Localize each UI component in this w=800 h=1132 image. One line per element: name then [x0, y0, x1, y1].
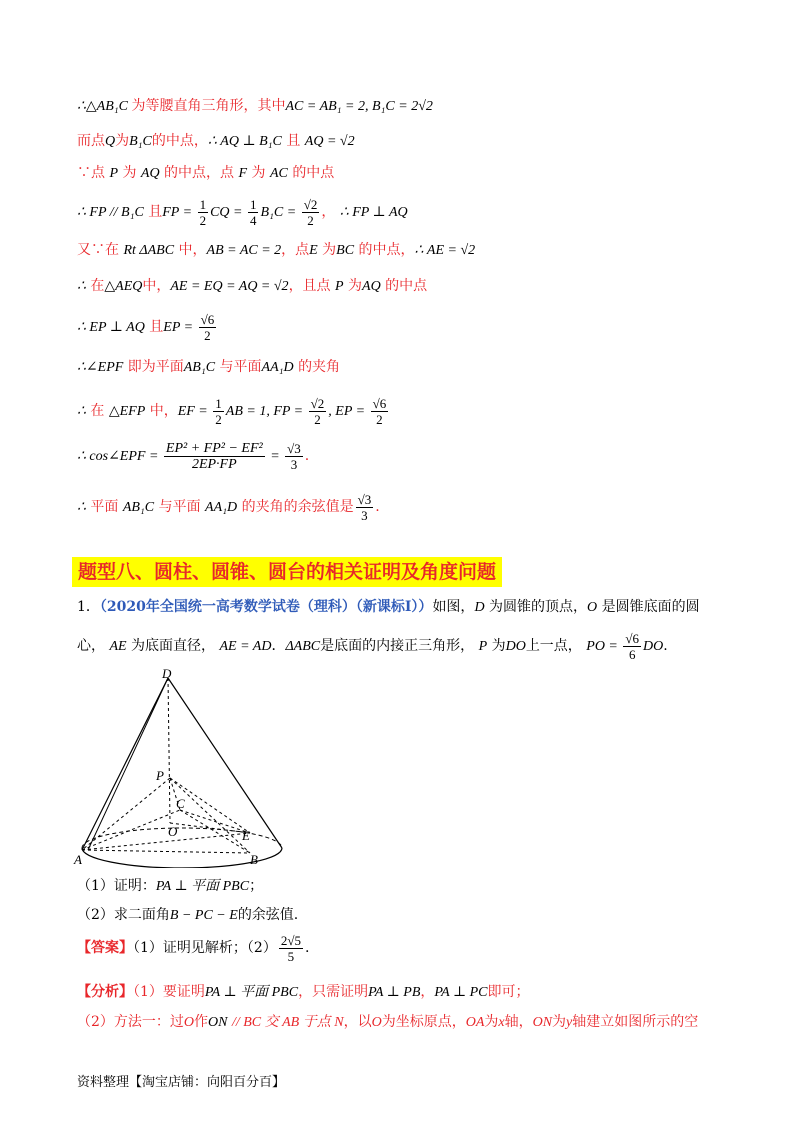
text: 为	[491, 638, 506, 654]
math: x	[498, 1015, 505, 1030]
math: ON	[532, 1015, 553, 1030]
text: 且	[149, 319, 164, 335]
math: AB = 1, FP =	[225, 404, 307, 419]
math: AE = AD	[219, 639, 272, 654]
text: 而点	[77, 133, 105, 149]
fraction: $\frac{√3}{3}$	[287, 440, 301, 472]
fraction: $\frac{√6}{6}$	[625, 630, 640, 662]
text: （2）求二面角	[77, 907, 170, 923]
problem-line-2	[77, 628, 668, 665]
text: 与平面	[158, 499, 201, 515]
math: // BC 交 AB 于点 N	[231, 1015, 344, 1030]
text: 的中点，	[151, 133, 208, 149]
solution-line-11	[77, 489, 380, 526]
math: ∴ FP // B₁C	[77, 205, 144, 220]
text: 为底面直径，	[131, 638, 216, 654]
math: P	[335, 279, 344, 294]
math: D	[474, 600, 485, 615]
text: 如图，	[432, 599, 475, 615]
label-B: B	[250, 852, 258, 867]
text: 的中点，点	[164, 165, 235, 181]
math: AC	[269, 166, 288, 181]
solution-line-4	[77, 194, 408, 231]
math: DO	[505, 639, 526, 654]
fraction: $\frac{1}{2}$	[199, 196, 207, 228]
text: 是圆锥底面的圆	[601, 599, 700, 615]
math: B₁C	[129, 134, 152, 149]
text: .	[304, 448, 310, 464]
math: AB₁C	[122, 500, 155, 515]
math: DO	[643, 639, 664, 654]
math: ∴ FP ⊥ AQ	[339, 205, 408, 220]
math: AA₁D	[261, 360, 294, 375]
text: 轴建立如图所示的空	[572, 1014, 699, 1030]
fraction: $\frac{\text{EP² + FP² − EF²}}{2EP\cdot FP}$	[165, 440, 263, 472]
text: 且	[148, 204, 163, 220]
fraction: $\frac{√3}{3}$	[357, 491, 372, 523]
text: ；	[249, 878, 264, 894]
math: , EP =	[328, 404, 369, 419]
math: CQ =	[210, 205, 246, 220]
solution-line-2	[77, 131, 355, 152]
math: ∴ AE = √2	[414, 243, 476, 258]
text: 的余弦值.	[237, 907, 299, 923]
text: 为等腰直角三角形，其中	[131, 98, 286, 114]
analysis-line-2	[77, 1012, 698, 1033]
text: 为	[251, 165, 266, 181]
math: B₁C =	[260, 205, 300, 220]
math: O	[587, 600, 598, 615]
question-1	[77, 876, 263, 897]
label-P: P	[156, 768, 164, 783]
math: ∴ AQ ⊥ B₁C	[207, 134, 282, 149]
math: PO =	[586, 639, 622, 654]
math: AE	[109, 639, 127, 654]
answer-tag: 【答案】	[77, 940, 133, 956]
solution-line-9	[77, 393, 390, 430]
math: y	[566, 1015, 573, 1030]
text: 平面	[90, 499, 119, 515]
text: 是底面的内接正三角形，	[320, 638, 475, 654]
math: Q	[105, 134, 116, 149]
label-A: A	[74, 852, 82, 867]
text: .	[375, 499, 380, 515]
math: ∴△AB₁C	[77, 99, 132, 114]
analysis-line-1	[77, 982, 530, 1003]
text: 为	[122, 165, 137, 181]
text: 为	[115, 133, 130, 149]
math: AE = EQ = AQ = √2	[170, 279, 289, 294]
math: O	[371, 1015, 382, 1030]
text: 的夹角的余弦值是	[241, 499, 354, 515]
fraction: $\frac{2√5}{5}$	[280, 932, 301, 964]
fraction: $\frac{√2}{2}$	[303, 196, 318, 228]
math: ∴ cos∠EPF =	[77, 449, 162, 464]
math: PA ⊥ 平面 PBC	[155, 879, 250, 894]
problem-source: （2020年全国统一高考数学试卷（理科）（新课标Ⅰ））	[99, 599, 433, 615]
slant-right	[168, 678, 282, 848]
fraction: $\frac{√2}{2}$	[310, 395, 325, 427]
math: ∴	[77, 404, 86, 419]
math: PA ⊥ PB	[368, 985, 421, 1000]
text: ，以	[343, 1014, 372, 1030]
slant-left	[82, 678, 168, 850]
text: 中，	[142, 278, 171, 294]
math: AQ	[362, 279, 381, 294]
math: △EFP	[108, 404, 146, 419]
math: △AEQ	[104, 279, 143, 294]
text: 心，	[77, 638, 105, 654]
solution-line-6	[77, 276, 427, 297]
math: EP =	[163, 320, 197, 335]
math: ∴	[77, 279, 86, 294]
text: 且	[286, 133, 301, 149]
fraction: $\frac{1}{4}$	[249, 196, 257, 228]
math: AQ	[140, 166, 160, 181]
text: 中，	[178, 242, 207, 258]
math: FP =	[162, 205, 196, 220]
problem-line-1	[77, 597, 700, 618]
math: E	[309, 243, 318, 258]
fraction: $\frac{√6}{2}$	[372, 395, 387, 427]
text: （2）方法一：过	[77, 1014, 184, 1030]
label-O: O	[168, 824, 178, 839]
label-E: E	[242, 828, 250, 843]
text: （1）证明：	[77, 878, 156, 894]
text: 的中点	[385, 278, 428, 294]
solution-line-1	[77, 96, 433, 117]
edge-DA	[88, 678, 168, 850]
text: 轴，	[504, 1014, 533, 1030]
text: 的中点	[292, 165, 335, 181]
math: =	[266, 449, 284, 464]
text: 作	[194, 1014, 209, 1030]
label-D: D	[162, 668, 172, 681]
text: ∵点	[77, 165, 105, 181]
text: ，且点	[288, 278, 331, 294]
text: 即可；	[487, 984, 530, 1000]
problem-number: 1．	[77, 599, 100, 615]
text: ，只需证明	[298, 984, 369, 1000]
math: P	[478, 639, 488, 654]
text: （1）证明见解析；（2）	[133, 940, 277, 956]
text: 又∵在	[77, 242, 119, 258]
math: PA ⊥ 平面 PBC	[204, 985, 299, 1000]
math: ON	[208, 1015, 228, 1030]
math: F	[238, 166, 248, 181]
section-heading: 题型八、圆柱、圆锥、圆台的相关证明及角度问题	[72, 557, 502, 587]
cone-figure	[70, 668, 300, 868]
analysis-tag: 【分析】	[77, 984, 133, 1000]
text: 为	[484, 1014, 499, 1030]
solution-line-8	[77, 357, 340, 378]
question-2	[77, 905, 298, 926]
text: 为圆锥的顶点，	[489, 599, 588, 615]
solution-line-5	[77, 240, 475, 261]
math: EF =	[177, 404, 212, 419]
fraction: $\frac{√6}{2}$	[200, 311, 215, 343]
solution-line-3	[77, 163, 334, 184]
text: 上一点，	[525, 638, 582, 654]
text: ，	[420, 984, 435, 1000]
math: P	[109, 166, 119, 181]
text: ．	[271, 638, 286, 654]
text: 的中点，	[358, 242, 415, 258]
math: OA	[465, 1015, 485, 1030]
text: 与平面	[219, 359, 262, 375]
math: BC	[336, 243, 355, 258]
text: 的夹角	[298, 359, 341, 375]
math: ∴ EP ⊥ AQ	[77, 320, 145, 335]
text: 在	[90, 278, 105, 294]
text: 为	[348, 278, 363, 294]
solution-line-7	[77, 309, 218, 346]
math: ΔABC	[285, 639, 321, 654]
math: AB = AC = 2	[206, 243, 282, 258]
text: ，	[321, 204, 336, 220]
math: ∴∠EPF	[77, 360, 124, 375]
text: 为坐标原点，	[381, 1014, 466, 1030]
answer-line	[77, 930, 309, 966]
text: .	[663, 638, 668, 654]
text: .	[304, 940, 310, 956]
math: AC = AB₁ = 2, B₁C = 2√2	[285, 99, 433, 114]
text: 为	[552, 1014, 567, 1030]
text: 为	[322, 242, 337, 258]
text: 在	[90, 403, 105, 419]
page-footer: 资料整理【淘宝店铺：向阳百分百】	[77, 1075, 286, 1090]
math: AB₁C	[183, 360, 216, 375]
text: 即为平面	[127, 359, 184, 375]
text: （1）要证明	[133, 984, 205, 1000]
math: PA ⊥ PC	[434, 985, 488, 1000]
label-C: C	[176, 796, 185, 811]
math: ∴	[77, 500, 86, 515]
math: AA₁D	[205, 500, 238, 515]
text: 中，	[149, 403, 178, 419]
math: Rt ΔABC	[123, 243, 175, 258]
math: O	[183, 1015, 195, 1030]
text: ，点	[281, 242, 310, 258]
math: AQ = √2	[304, 134, 355, 149]
solution-line-10	[77, 438, 309, 475]
math: B − PC − E	[169, 908, 238, 923]
fraction: $\frac{1}{2}$	[215, 395, 222, 427]
